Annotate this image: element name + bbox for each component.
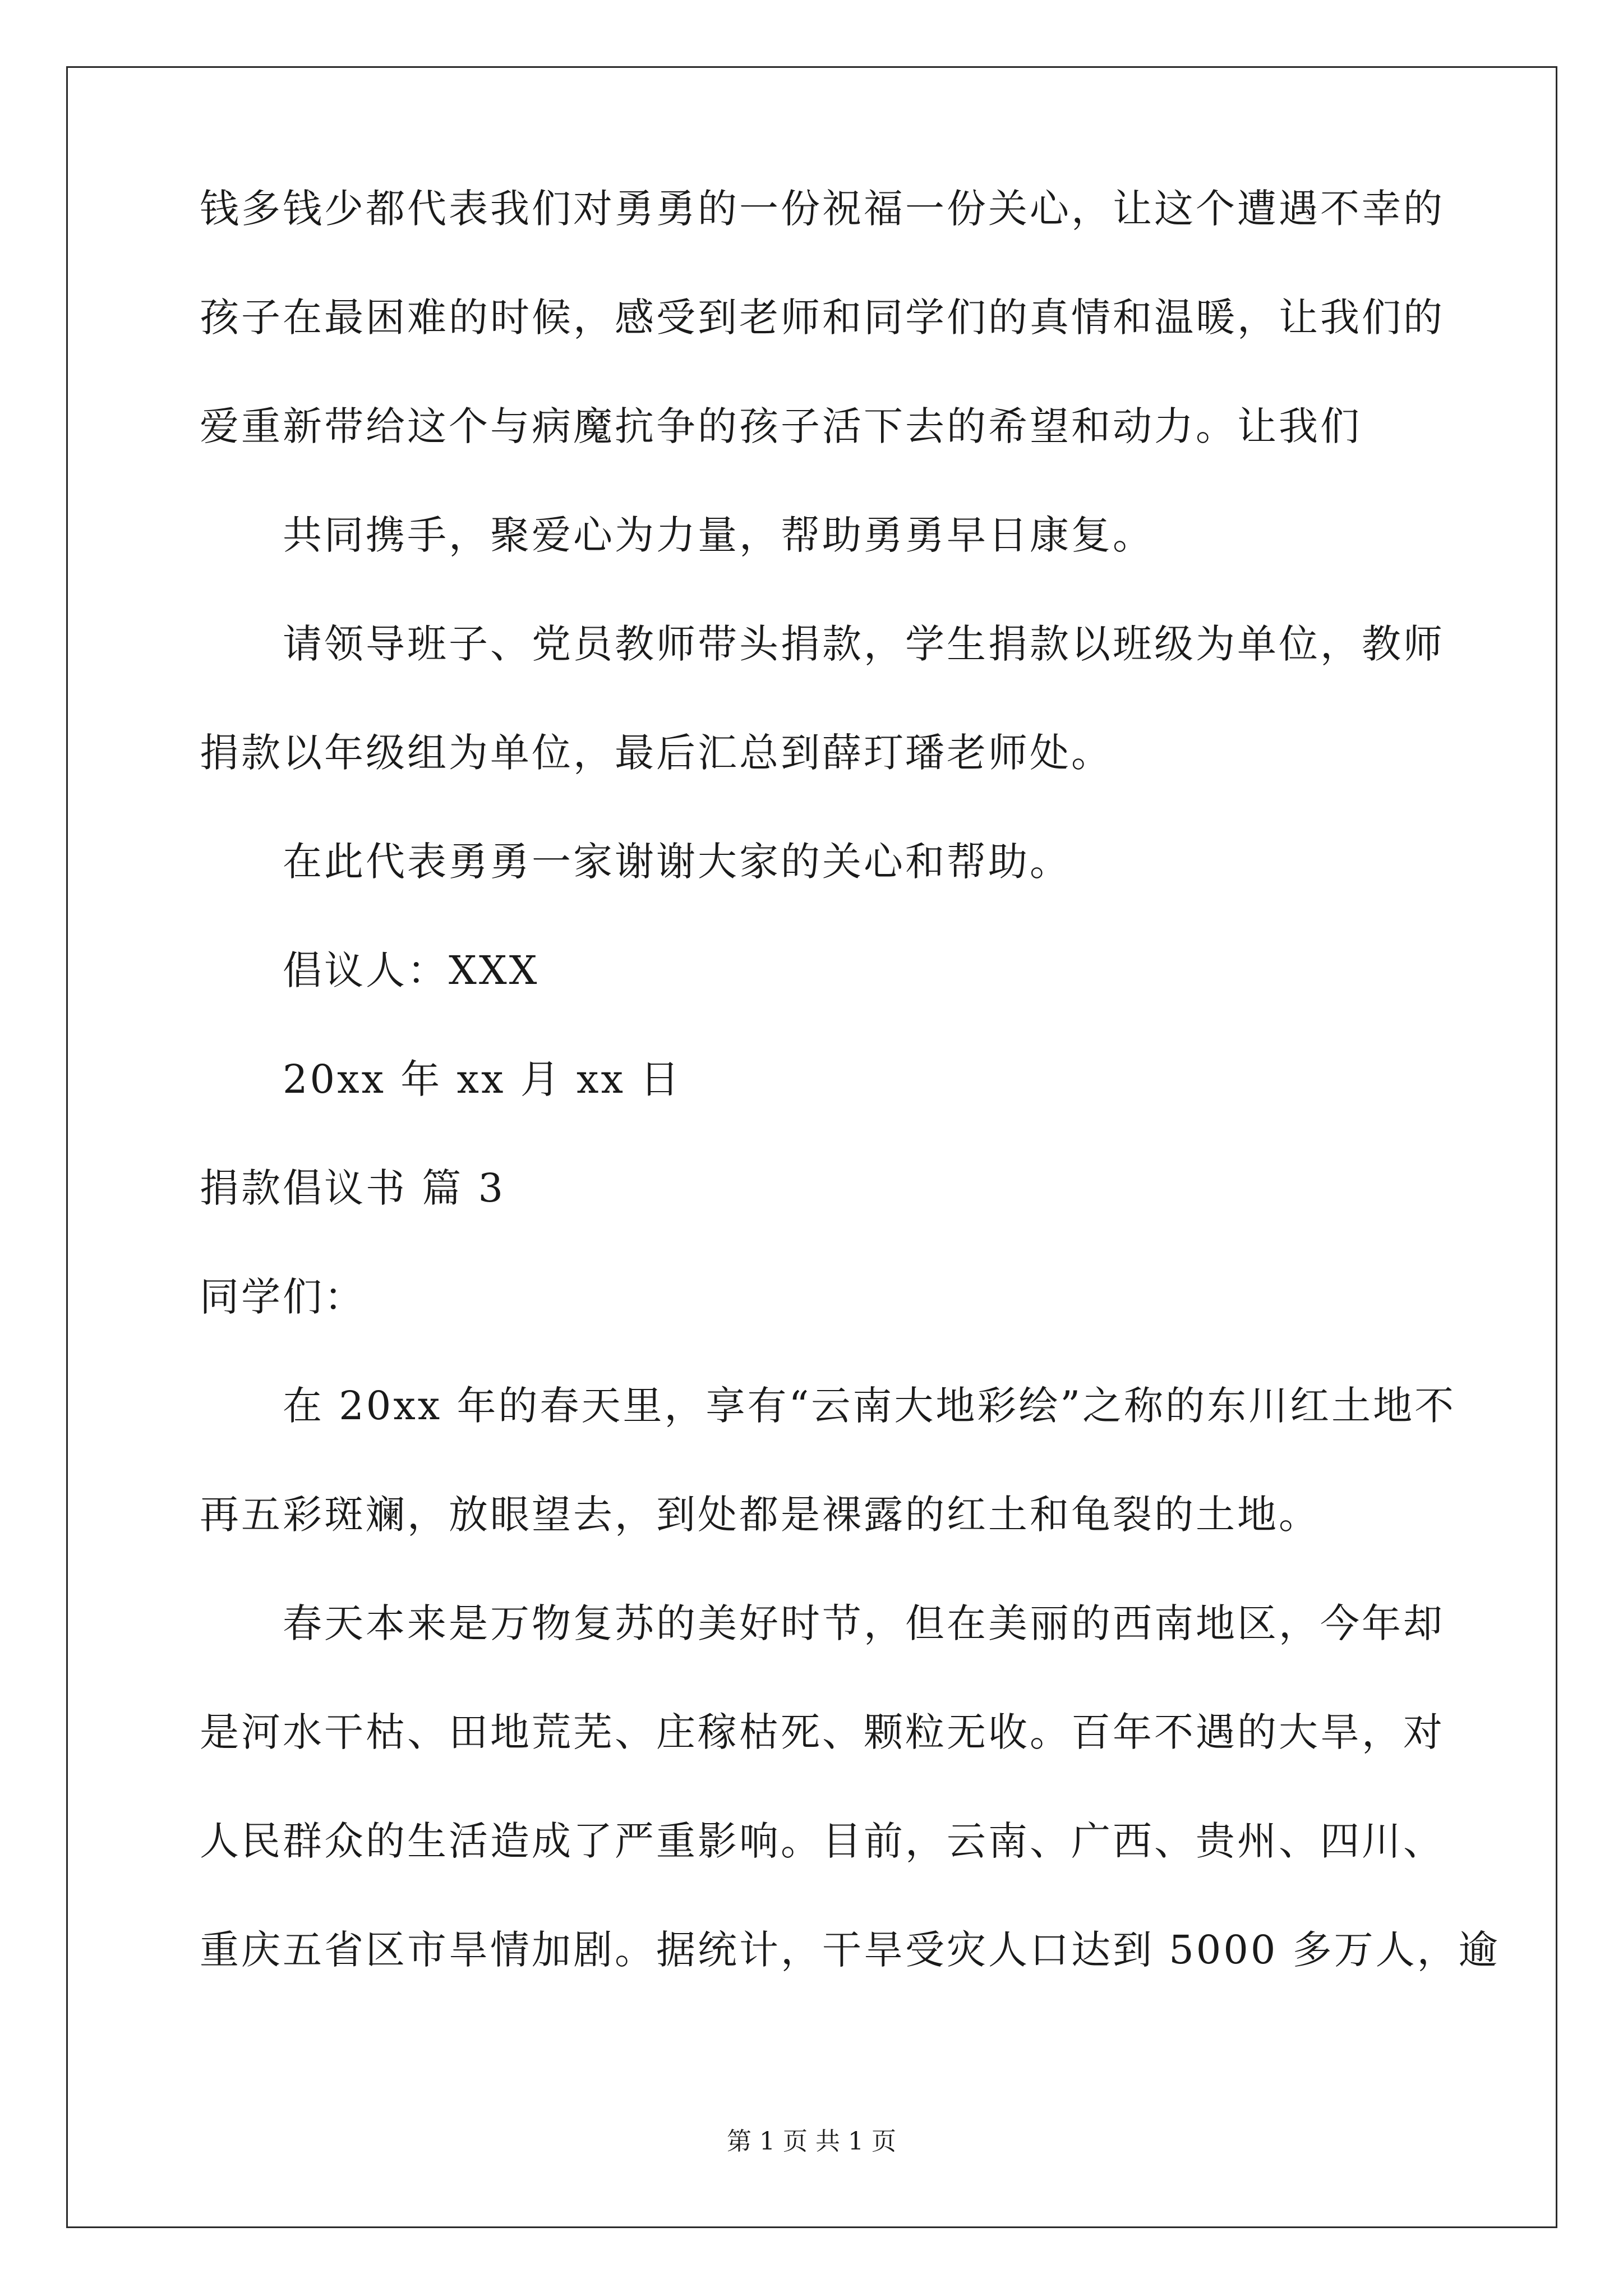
paragraph-line: 春天本来是万物复苏的美好时节，但在美丽的西南地区，今年却 <box>283 1600 1445 1646</box>
salutation: 同学们： <box>200 1274 366 1320</box>
paragraph-line: 重庆五省区市旱情加剧。据统计，干旱受灾人口达到 5000 多万人，逾 <box>200 1927 1500 1973</box>
paragraph-line: 共同携手，聚爱心为力量，帮助勇勇早日康复。 <box>283 512 1154 558</box>
page-border <box>66 66 1557 2228</box>
paragraph-line: 孩子在最困难的时候，感受到老师和同学们的真情和温暖，让我们的 <box>200 295 1445 341</box>
section-heading: 捐款倡议书 篇 3 <box>200 1165 506 1211</box>
paragraph-line: 在 20xx 年的春天里，享有“云南大地彩绘”之称的东川红土地不 <box>283 1383 1456 1429</box>
paragraph-line: 请领导班子、党员教师带头捐款，学生捐款以班级为单位，教师 <box>283 621 1445 667</box>
date-line: 20xx 年 xx 月 xx 日 <box>283 1056 682 1102</box>
paragraph-line: 在此代表勇勇一家谢谢大家的关心和帮助。 <box>283 839 1071 885</box>
paragraph-line: 钱多钱少都代表我们对勇勇的一份祝福一份关心，让这个遭遇不幸的 <box>200 186 1445 232</box>
signature-line: 倡议人：XXX <box>283 947 540 993</box>
paragraph-line: 捐款以年级组为单位，最后汇总到薛玎璠老师处。 <box>200 730 1113 776</box>
paragraph-line: 是河水干枯、田地荒芜、庄稼枯死、颗粒无收。百年不遇的大旱，对 <box>200 1709 1445 1755</box>
page-footer: 第 1 页 共 1 页 <box>727 2127 896 2156</box>
paragraph-line: 爱重新带给这个与病魔抗争的孩子活下去的希望和动力。让我们 <box>200 403 1362 449</box>
paragraph-line: 再五彩斑斓，放眼望去，到处都是裸露的红土和龟裂的土地。 <box>200 1492 1320 1538</box>
paragraph-line: 人民群众的生活造成了严重影响。目前，云南、广西、贵州、四川、 <box>200 1818 1445 1864</box>
